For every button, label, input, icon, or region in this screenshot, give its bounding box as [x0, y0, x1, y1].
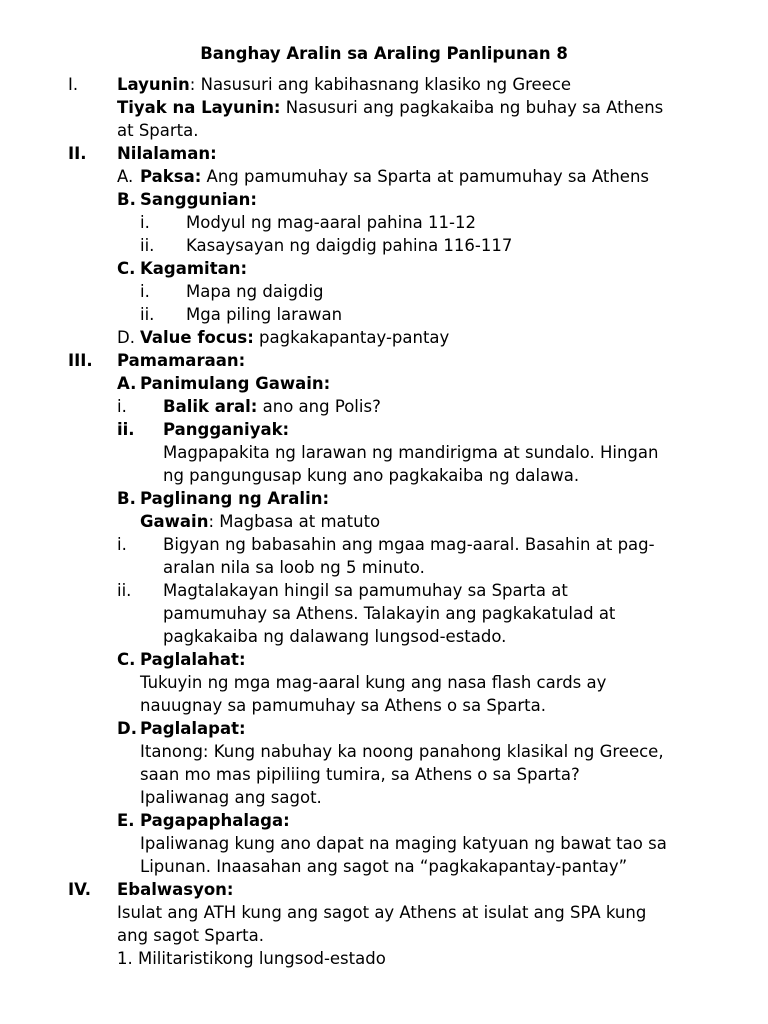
pagpaphalaga-text: Ipaliwanag kung ano dapat na maging katyuan ng bawat tao sa [140, 834, 667, 853]
balik-aral-text: ano ang Polis? [257, 397, 381, 416]
list-number: i. [117, 397, 127, 416]
paglinang-label: Paglinang ng Aralin: [140, 489, 330, 508]
list-number: i. [117, 535, 127, 554]
lesson-plan-body [0, 73, 768, 970]
list-text: Modyul ng mag-aaral pahina 11-12 [186, 213, 476, 232]
item-marker: A. [117, 374, 137, 393]
paragraph-line [0, 625, 768, 648]
section-number: I. [68, 75, 79, 94]
paragraph-line [0, 786, 768, 809]
gawain-text: : Magbasa at matuto [208, 512, 381, 531]
paglalahat-text-cont: nauugnay sa pamumuhay sa Athens o sa Sparta. [140, 696, 546, 715]
paksa-line [140, 165, 649, 188]
paglinang-ii [0, 579, 768, 602]
pangganiyak-label: Pangganiyak: [163, 420, 290, 439]
list-text: Kasaysayan ng daigdig pahina 116-117 [186, 236, 513, 255]
paragraph-line [0, 556, 768, 579]
list-number: i. [140, 213, 150, 232]
paglalahat-text: Tukuyin ng mga mag-aaral kung ang nasa flash cards ay [140, 673, 607, 692]
paragraph-line [0, 740, 768, 763]
gawain-label: Gawain [140, 512, 209, 531]
pangganiyak-text-cont: ng pangungusap kung ano pagkakaiba ng dalawa. [163, 466, 580, 485]
gawain-wrap [140, 510, 380, 533]
list-number: i. [140, 282, 150, 301]
gawain-line [0, 510, 768, 533]
ebalwasyon-text-cont: ang sagot Sparta. [117, 926, 264, 945]
item-marker: C. [117, 259, 136, 278]
paragraph-line [0, 924, 768, 947]
paragraph-line [0, 602, 768, 625]
paglalahat-label: Paglalahat: [140, 650, 246, 669]
section-number: II. [68, 144, 87, 163]
panimulang-gawain-label: Panimulang Gawain: [140, 374, 331, 393]
kagamitan-item [0, 257, 768, 280]
pangganiyak-text: Magpapakita ng larawan ng mandirigma at sundalo. Hingan [163, 443, 659, 462]
section-number: III. [68, 351, 93, 370]
section-heading: Nilalaman: [117, 144, 217, 163]
paglinang-ii-text: Magtalakayan hingil sa pamumuhay sa Sparta at [163, 581, 568, 600]
layunin-line [117, 73, 571, 96]
list-item [0, 234, 768, 257]
paglinang-ii-text-cont: pamumuhay sa Athens. Talakayin ang pagkakatulad at [163, 604, 616, 623]
item-marker: C. [117, 650, 136, 669]
item-marker: B. [117, 489, 136, 508]
section-iii-pamamaraan [0, 349, 768, 372]
item-marker: B. [117, 190, 136, 209]
value-focus-label: Value focus: [140, 328, 254, 347]
list-text: Mapa ng daigdig [186, 282, 324, 301]
document-title: Banghay Aralin sa Araling Panlipunan 8 [200, 44, 568, 63]
section-heading: Pamamaraan: [117, 351, 246, 370]
item-marker: D. [117, 719, 137, 738]
panimulang-gawain-item [0, 372, 768, 395]
layunin-label: Layunin [117, 75, 190, 94]
pagpaphalaga-text-cont: Lipunan. Inaasahan ang sagot na “pagkakapantay-pantay” [140, 857, 628, 876]
section-heading: Ebalwasyon: [117, 880, 234, 899]
list-number: ii. [140, 305, 155, 324]
ebalwasyon-item [0, 947, 768, 970]
paglinang-i [0, 533, 768, 556]
value-focus-item [0, 326, 768, 349]
item-marker: A. [117, 167, 134, 186]
kagamitan-label: Kagamitan: [140, 259, 248, 278]
tiyak-label: Tiyak na Layunin: [117, 98, 281, 117]
pagpaphalaga-label: Pagapaphalaga: [140, 811, 290, 830]
balik-aral-line [163, 395, 381, 418]
sanggunian-item [0, 188, 768, 211]
value-focus-text: pagkakapantay-pantay [253, 328, 450, 347]
paragraph-line [0, 671, 768, 694]
paragraph-line [0, 441, 768, 464]
paglinang-ii-text-cont: pagkakaiba ng dalawang lungsod-estado. [163, 627, 507, 646]
paglinang-item [0, 487, 768, 510]
paragraph-line [0, 464, 768, 487]
paglalapat-text-cont: Ipaliwanag ang sagot. [140, 788, 322, 807]
paglinang-i-text-cont: aralan nila sa loob ng 5 minuto. [163, 558, 425, 577]
section-i-layunin [0, 73, 768, 96]
section-number: IV. [68, 880, 92, 899]
paragraph-line [0, 855, 768, 878]
list-number: ii. [117, 420, 135, 439]
tiyak-text: Nasusuri ang pagkakaiba ng buhay sa Athens [280, 98, 664, 117]
section-ii-nilalaman [0, 142, 768, 165]
item-marker: D. [117, 328, 135, 347]
tiyak-line [117, 96, 663, 119]
tiyak-na-layunin [0, 96, 768, 119]
paksa-label: Paksa: [140, 167, 202, 186]
paksa-text: Ang pamumuhay sa Sparta at pamumuhay sa Athens [201, 167, 649, 186]
paglalapat-label: Paglalapat: [140, 719, 246, 738]
balik-aral-item [0, 395, 768, 418]
paragraph-line [0, 694, 768, 717]
paglalapat-text: Itanong: Kung nabuhay ka noong panahong klasikal ng Greece, [140, 742, 664, 761]
item-marker: E. [117, 811, 135, 830]
paglalapat-text-cont: saan mo mas pipiliing tumira, sa Athens o sa Sparta? [140, 765, 580, 784]
paksa-item [0, 165, 768, 188]
tiyak-text-cont: at Sparta. [117, 121, 199, 140]
list-number: ii. [117, 581, 132, 600]
balik-aral-label: Balik aral: [163, 397, 258, 416]
paragraph-line [0, 832, 768, 855]
list-item [0, 280, 768, 303]
list-text: Mga piling larawan [186, 305, 343, 324]
paglalahat-item [0, 648, 768, 671]
ebalwasyon-text: Isulat ang ATH kung ang sagot ay Athens at isulat ang SPA kung [117, 903, 647, 922]
list-item [0, 211, 768, 234]
list-item [0, 303, 768, 326]
value-focus-line [140, 326, 449, 349]
ebalwasyon-item-text: 1. Militaristikong lungsod-estado [117, 949, 386, 968]
layunin-text: : Nasusuri ang kabihasnang klasiko ng Greece [189, 75, 572, 94]
list-number: ii. [140, 236, 155, 255]
paragraph-line [0, 763, 768, 786]
paglalapat-item [0, 717, 768, 740]
paglinang-i-text: Bigyan ng babasahin ang mgaa mag-aaral. Basahin at pag- [163, 535, 655, 554]
section-iv-ebalwasyon [0, 878, 768, 901]
pagpaphalaga-item [0, 809, 768, 832]
tiyak-na-layunin-cont [0, 119, 768, 142]
sanggunian-label: Sanggunian: [140, 190, 258, 209]
pangganiyak-item [0, 418, 768, 441]
paragraph-line [0, 901, 768, 924]
